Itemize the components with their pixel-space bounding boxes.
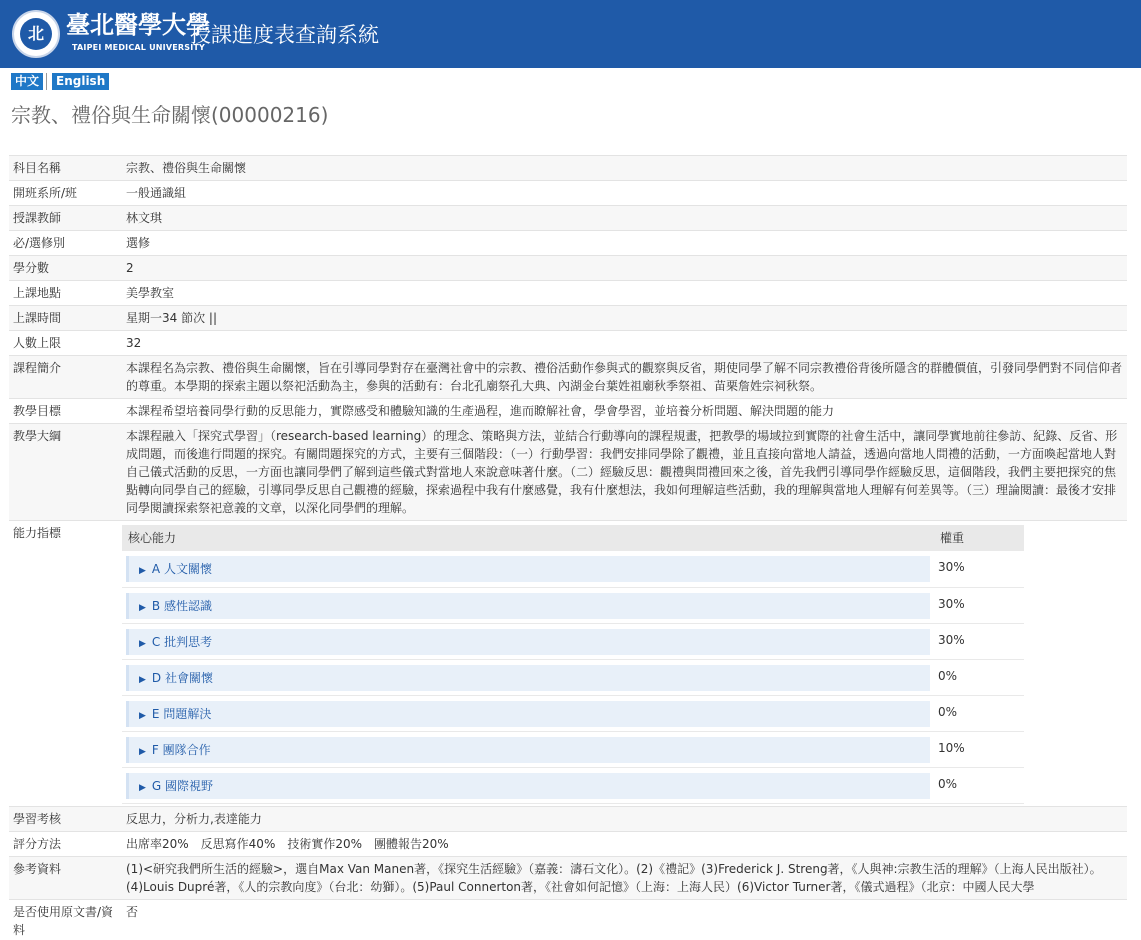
row-label: 開班系所/班: [13, 186, 78, 200]
ability-row: [122, 659, 1024, 695]
ability-toggle[interactable]: [126, 701, 930, 727]
lang-separator: [46, 73, 47, 90]
row-label: 學分數: [13, 261, 50, 275]
row-label: 教學大綱: [13, 429, 62, 443]
row-label: 參考資料: [13, 861, 62, 876]
row-label: 課程簡介: [13, 361, 62, 375]
ability-toggle[interactable]: [126, 556, 930, 582]
row-time: [9, 306, 1127, 331]
ability-row: [122, 767, 1024, 803]
row-label: 是否使用原文書/資料: [13, 904, 114, 937]
caret-right-icon: ▶: [139, 638, 146, 649]
ability-row: [122, 695, 1024, 731]
row-label: 教學目標: [13, 404, 62, 418]
ability-label: E 問題解決: [151, 706, 212, 721]
intro-value: 本課程名為宗教、禮俗與生命關懷，旨在引導同學對存在臺灣社會中的宗教、禮俗活動作參與式的觀察與反省，期使同學了解不同宗教禮俗背後所隱含的群體價值，引發同學們對不同信仰者的尊重。本學期的探索主題以祭祀活動為主，參與的活動有：台北孔廟祭孔大典、內湖金台葉姓祖廟秋季祭祖、苗栗詹姓宗祠秋祭。: [126, 361, 1123, 393]
row-label: 上課時間: [13, 311, 62, 325]
university-name-zh: 臺北醫學大學: [66, 10, 210, 39]
row-intro: [9, 356, 1127, 399]
ability-container: [122, 521, 1127, 806]
ability-row: [122, 623, 1024, 659]
ability-label: F 團隊合作: [151, 742, 211, 757]
ability-weight: 10%: [934, 731, 1024, 767]
ability-weight: 30%: [934, 587, 1024, 623]
ability-toggle[interactable]: [126, 593, 930, 619]
dept-value: 一般通識組: [126, 186, 187, 200]
assessment-value: 反思力，分析力,表達能力: [126, 811, 262, 826]
university-seal-logo: [12, 10, 60, 58]
row-location: [9, 281, 1127, 306]
goal-value: 本課程希望培養同學行動的反思能力，實際感受和體驗知識的生產過程，進而瞭解社會，學會學習，並培養分析問題、解決問題的能力: [126, 404, 835, 418]
ability-toggle[interactable]: [126, 737, 930, 763]
row-assessment: [9, 807, 1127, 832]
row-label: 科目名稱: [13, 161, 62, 175]
row-grading: [9, 832, 1127, 857]
outline-value: 本課程融入「探究式學習」（research-based learning）的理念、策略與方法，並結合行動導向的課程規畫，把教學的場域拉到實際的社會生活中，讓同學實地前往參訪、紀錄、反省、形成問題，而後進行問題的探究。有關問題探究的方式，主要有三個階段：（一）行動學習：我們安排同學除了觀禮，並且直接向當地人請益，透過向當地人問禮的活動，一方面喚起當地人對自己儀式活動的反思，一方面也讓同學們了解到這些儀式對當地人來說意味著什麼。（二）經驗反思：觀禮與問禮回來之後，首先我們引導同學作經驗反思，這個階段，我們主要把探究的焦點轉向同學自己的經驗，引導同學反思自己觀禮的經驗，探索過程中我有什麼感覺，我有什麼想法，我如何理解這些活動，我的理解與當地人理解有何差異等。（三）理論閱讀：最後才安排同學閱讀探索祭祀意義的文章，以深化同學們的理解。: [126, 429, 1118, 515]
course-title: 宗教、禮俗與生命關懷(00000216): [11, 103, 329, 127]
row-required: [9, 231, 1127, 256]
ability-table: [122, 525, 1024, 804]
lang-chinese-link[interactable]: 中文: [11, 73, 43, 90]
course-info-table: [9, 155, 1127, 940]
capacity-value: 32: [126, 336, 142, 350]
references-value: (1)<研究我們所生活的經驗>，選自Max Van Manen著，《探究生活經驗》（嘉義：濤石文化）。(2)《禮記》(3)Frederick J. Streng著，《人與神:宗教生活的理解》（上海人民出版社）。(4)Louis Dupré著，《人的宗教向度》（台北：幼獅）。(5)Paul Connerton著，《社會如何記憶》（上海：上海人民）(6)Victor Turner著，《儀式過程》（北京：中國人民大學: [126, 861, 1102, 894]
row-label: 人數上限: [13, 336, 62, 350]
subject-value: 宗教、禮俗與生命關懷: [126, 161, 247, 175]
seal-glyph: 北: [20, 18, 52, 50]
row-subject: [9, 156, 1127, 181]
required-value: 選修: [126, 236, 151, 250]
ability-row: [122, 587, 1024, 623]
ability-weight: 0%: [934, 659, 1024, 695]
university-name-en: TAIPEI MEDICAL UNIVERSITY: [72, 43, 206, 52]
caret-right-icon: ▶: [139, 602, 146, 613]
row-label: 評分方法: [13, 836, 62, 851]
ability-label: D 社會關懷: [151, 670, 213, 685]
row-label: 學習考核: [13, 811, 62, 826]
row-credits: [9, 256, 1127, 281]
caret-right-icon: ▶: [139, 566, 146, 576]
row-outline: [9, 424, 1127, 521]
row-label: 授課教師: [13, 211, 62, 225]
ability-label: G 國際視野: [151, 778, 214, 793]
ability-label: B 感性認識: [151, 598, 212, 613]
credits-value: 2: [126, 261, 134, 275]
ability-row: [122, 731, 1024, 767]
row-label: 必/選修別: [13, 236, 66, 250]
system-title: 授課進度表查詢系統: [190, 23, 379, 47]
row-ability: [9, 521, 1127, 807]
time-value: 星期一34 節次 ||: [126, 311, 217, 325]
ability-table-header: [122, 525, 1024, 551]
ability-label: C 批判思考: [151, 634, 213, 649]
location-value: 美學教室: [126, 286, 175, 300]
teacher-value: 林文琪: [126, 211, 163, 225]
col-core-ability: 核心能力: [128, 531, 177, 545]
original-text-value: 否: [126, 904, 139, 919]
ability-label: A 人文關懷: [151, 562, 212, 576]
row-dept: [9, 181, 1127, 206]
caret-right-icon: ▶: [139, 782, 146, 793]
caret-right-icon: ▶: [139, 710, 146, 721]
ability-weight: 0%: [934, 767, 1024, 803]
grading-value: 出席率20% 反思寫作40% 技術實作20% 團體報告20%: [126, 836, 449, 851]
col-weight: 權重: [940, 531, 965, 545]
ability-toggle[interactable]: [126, 665, 930, 691]
row-capacity: [9, 331, 1127, 356]
ability-weight: 30%: [934, 551, 1024, 587]
row-original-text: [9, 900, 1127, 940]
row-teacher: [9, 206, 1127, 231]
ability-row: [122, 551, 1024, 587]
lang-english-link[interactable]: English: [52, 73, 109, 90]
ability-toggle[interactable]: [126, 629, 930, 655]
caret-right-icon: ▶: [139, 674, 146, 685]
ability-weight: 0%: [934, 695, 1024, 731]
row-references: [9, 857, 1127, 900]
row-label: 上課地點: [13, 286, 62, 300]
ability-weight: 30%: [934, 623, 1024, 659]
caret-right-icon: ▶: [139, 746, 146, 757]
row-label: 能力指標: [13, 526, 62, 540]
top-header-bar: [0, 0, 1141, 68]
ability-toggle[interactable]: [126, 773, 930, 799]
row-goal: [9, 399, 1127, 424]
